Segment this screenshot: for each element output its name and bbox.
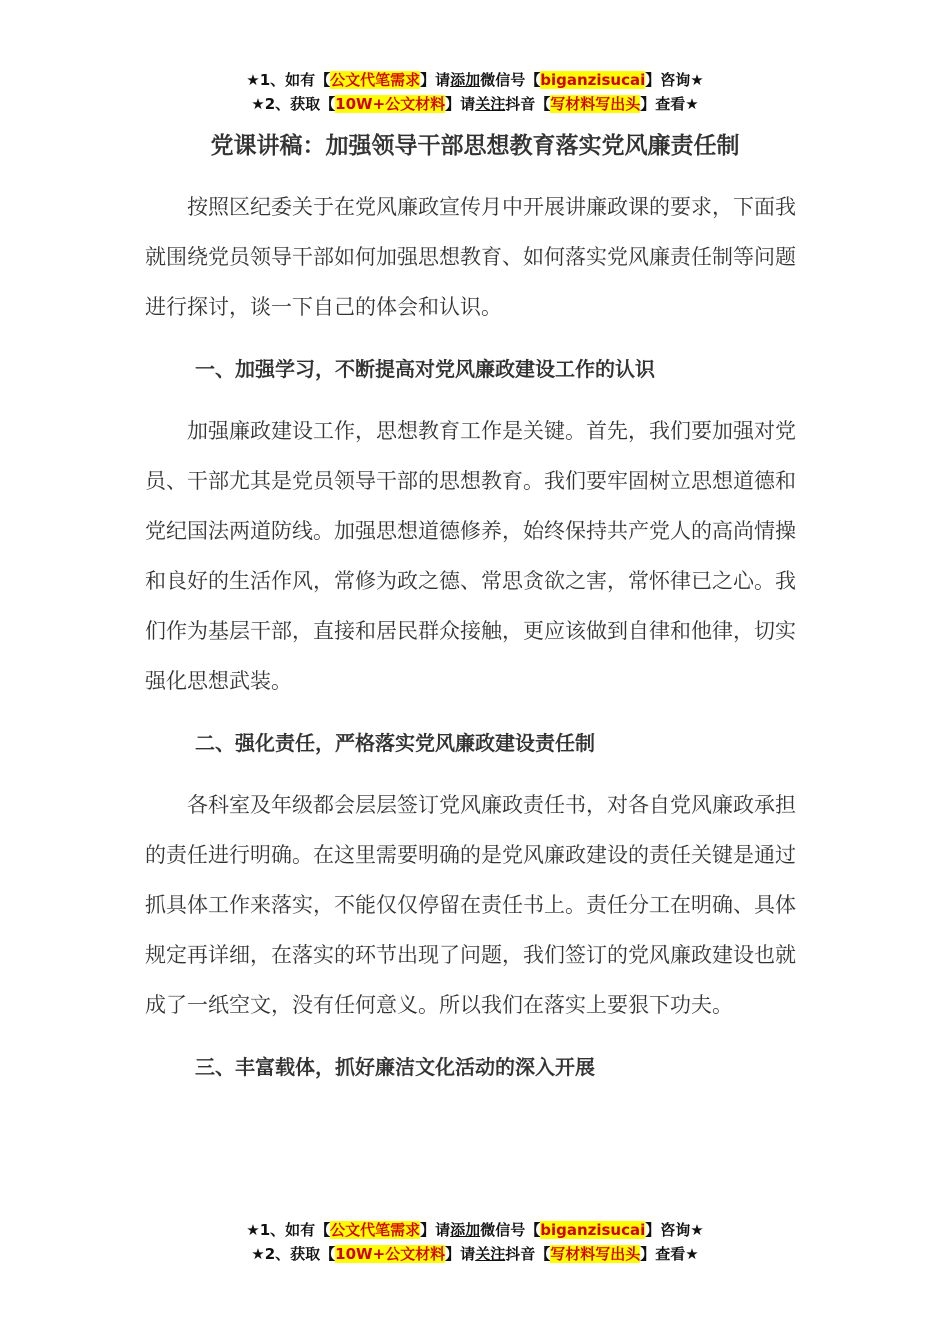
banner-text: 】请: [445, 95, 476, 113]
banner-line-1: [0, 68, 950, 92]
section-body-1: 加强廉政建设工作，思想教育工作是关键。首先，我们要加强对党员、干部尤其是党员领导干部的思想教育。我们要牢固树立思想道德和党纪国法两道防线。加强思想道德修养，始终保持共产党人的高尚情操和良好的生活作风，常修为政之德、常思贪欲之害，常怀律已之心。我们作为基层干部，直接和居民群众接触，更应该做到自律和他律，切实强化思想武装。: [145, 419, 796, 693]
section-heading-3: 三、丰富载体，抓好廉洁文化活动的深入开展: [195, 1055, 595, 1079]
footer-banner: [0, 1218, 950, 1266]
banner-text: 微信号【: [480, 71, 541, 89]
banner-line-2: [0, 92, 950, 116]
star-icon: ★: [690, 1221, 704, 1239]
banner-text: 】咨询: [645, 1221, 691, 1239]
banner-text: 微信号【: [480, 1221, 541, 1239]
banner-text: 】请: [445, 1245, 476, 1263]
banner-text: 2、获取【: [264, 1245, 336, 1263]
banner-text: 1、如有【: [259, 71, 331, 89]
document-title: 党课讲稿：加强领导干部思想教育落实党风廉责任制: [210, 133, 740, 159]
header-banner: [0, 68, 950, 116]
star-icon: ★: [251, 1245, 265, 1263]
banner-text: 抖音【: [505, 1245, 551, 1263]
section-body-2: 各科室及年级都会层层签订党风廉政责任书，对各自党风廉政承担的责任进行明确。在这里需要明确的是党风廉政建设的责任关键是通过抓具体工作来落实，不能仅仅停留在责任书上。责任分工在明确、具体规定再详细，在落实的环节出现了问题，我们签订的党风廉政建设也就成了一纸空文，没有任何意义。所以我们在落实上要狠下功夫。: [145, 793, 796, 1017]
star-icon: ★: [246, 1221, 260, 1239]
section-heading-1: 一、加强学习，不断提高对党风廉政建设工作的认识: [195, 357, 655, 381]
banner-text: 】请: [420, 71, 451, 89]
underlined-text: 关注: [475, 1245, 506, 1263]
banner-line-1: [0, 1218, 950, 1242]
banner-text: 抖音【: [505, 95, 551, 113]
highlight-wechat-id: biganzisucai: [540, 71, 646, 89]
section-heading-2: 二、强化责任，严格落实党风廉政建设责任制: [195, 731, 595, 755]
highlight-materials: 10W+公文材料: [335, 1245, 446, 1263]
star-icon: ★: [685, 95, 699, 113]
underlined-text: 添加: [450, 71, 481, 89]
highlight-douyin: 写材料写出头: [550, 1245, 641, 1263]
highlight-service: 公文代笔需求: [330, 1221, 421, 1239]
star-icon: ★: [246, 71, 260, 89]
highlight-douyin: 写材料写出头: [550, 95, 641, 113]
underlined-text: 添加: [450, 1221, 481, 1239]
banner-text: 】咨询: [645, 71, 691, 89]
underlined-text: 关注: [475, 95, 506, 113]
banner-line-2: [0, 1242, 950, 1266]
banner-text: 】查看: [640, 1245, 686, 1263]
intro-paragraph: 按照区纪委关于在党风廉政宣传月中开展讲廉政课的要求，下面我就围绕党员领导干部如何加强思想教育、如何落实党风廉责任制等问题进行探讨，谈一下自己的体会和认识。: [145, 195, 796, 319]
highlight-service: 公文代笔需求: [330, 71, 421, 89]
star-icon: ★: [690, 71, 704, 89]
document-body: [145, 182, 805, 1104]
banner-text: 】请: [420, 1221, 451, 1239]
highlight-materials: 10W+公文材料: [335, 95, 446, 113]
star-icon: ★: [251, 95, 265, 113]
banner-text: 】查看: [640, 95, 686, 113]
highlight-wechat-id: biganzisucai: [540, 1221, 646, 1239]
star-icon: ★: [685, 1245, 699, 1263]
banner-text: 2、获取【: [264, 95, 336, 113]
banner-text: 1、如有【: [259, 1221, 331, 1239]
